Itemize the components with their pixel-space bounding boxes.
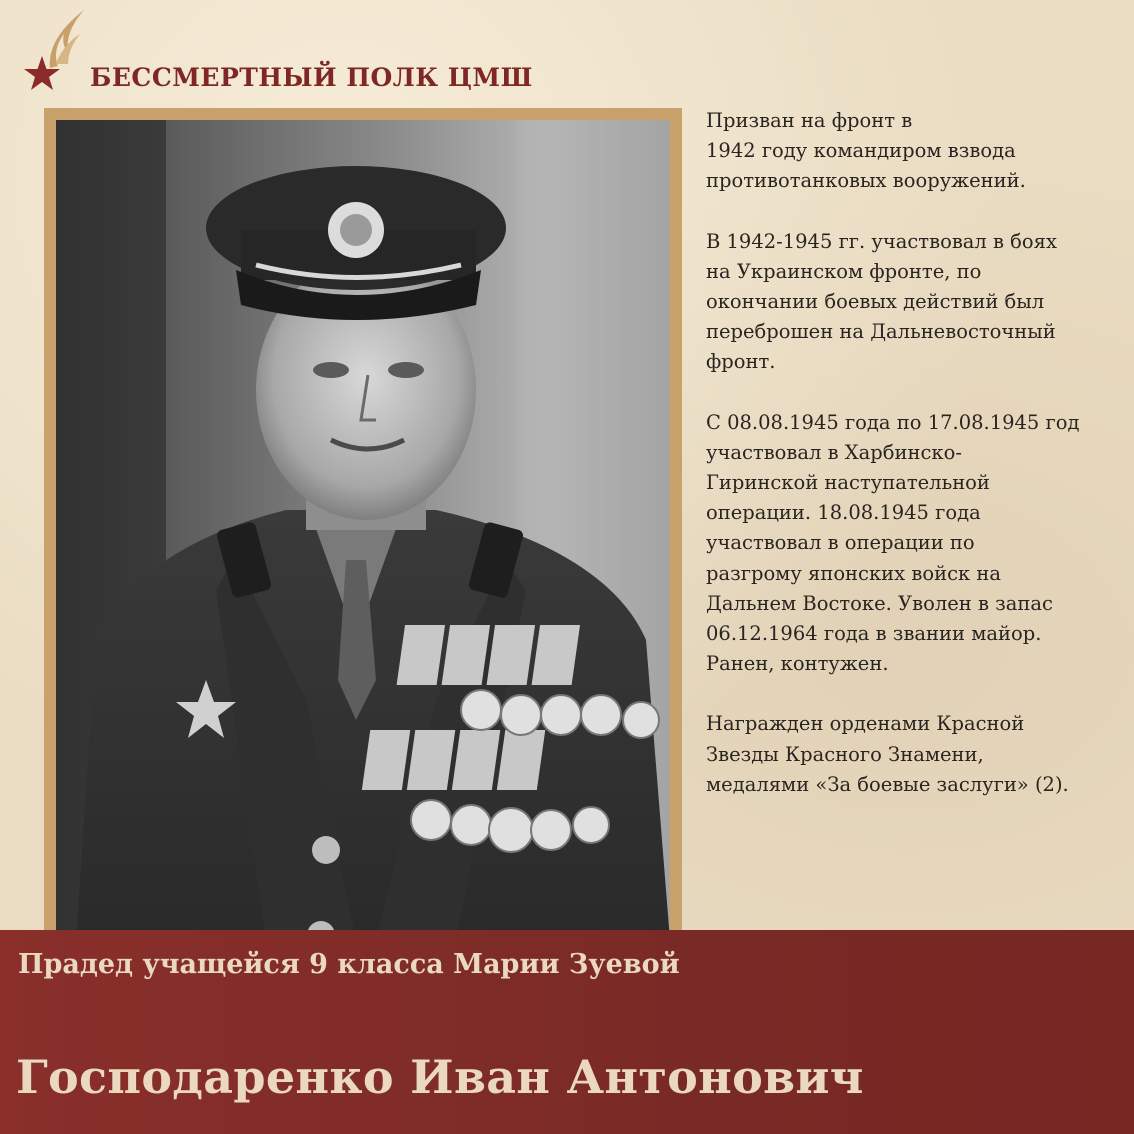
soldier-portrait-photo xyxy=(56,120,670,940)
biography-text xyxy=(706,106,1116,830)
bio-paragraph: Призван на фронт в 1942 году командиром взвода противотанковых вооружений. xyxy=(706,109,1026,193)
relation-subtitle: Прадед учащейся 9 класса Марии Зуевой xyxy=(18,949,680,980)
page-title: БЕССМЕРТНЫЙ ПОЛК ЦМШ xyxy=(90,63,533,92)
bio-paragraph: С 08.08.1945 года по 17.08.1945 год участвовал в Харбинско- Гиринской наступательной операции. 18.08.1945 года участвовал в операции по разгрому японских войск на Дальнем Востоке. Уволен в запас 06.12.1964 года в звании майор. Ранен, контужен. xyxy=(706,410,1080,676)
star-with-flame-icon xyxy=(20,6,92,94)
bio-paragraph: В 1942-1945 гг. участвовал в боях на Украинском фронте, по окончании боевых действий был переброшен на Дальневосточный фронт. xyxy=(706,229,1057,374)
bio-paragraph: Награжден орденами Красной Звезды Красного Знамени, медалями «За боевые заслуги» (2). xyxy=(706,712,1069,796)
soldier-name: Господаренко Иван Антонович xyxy=(16,1050,864,1104)
